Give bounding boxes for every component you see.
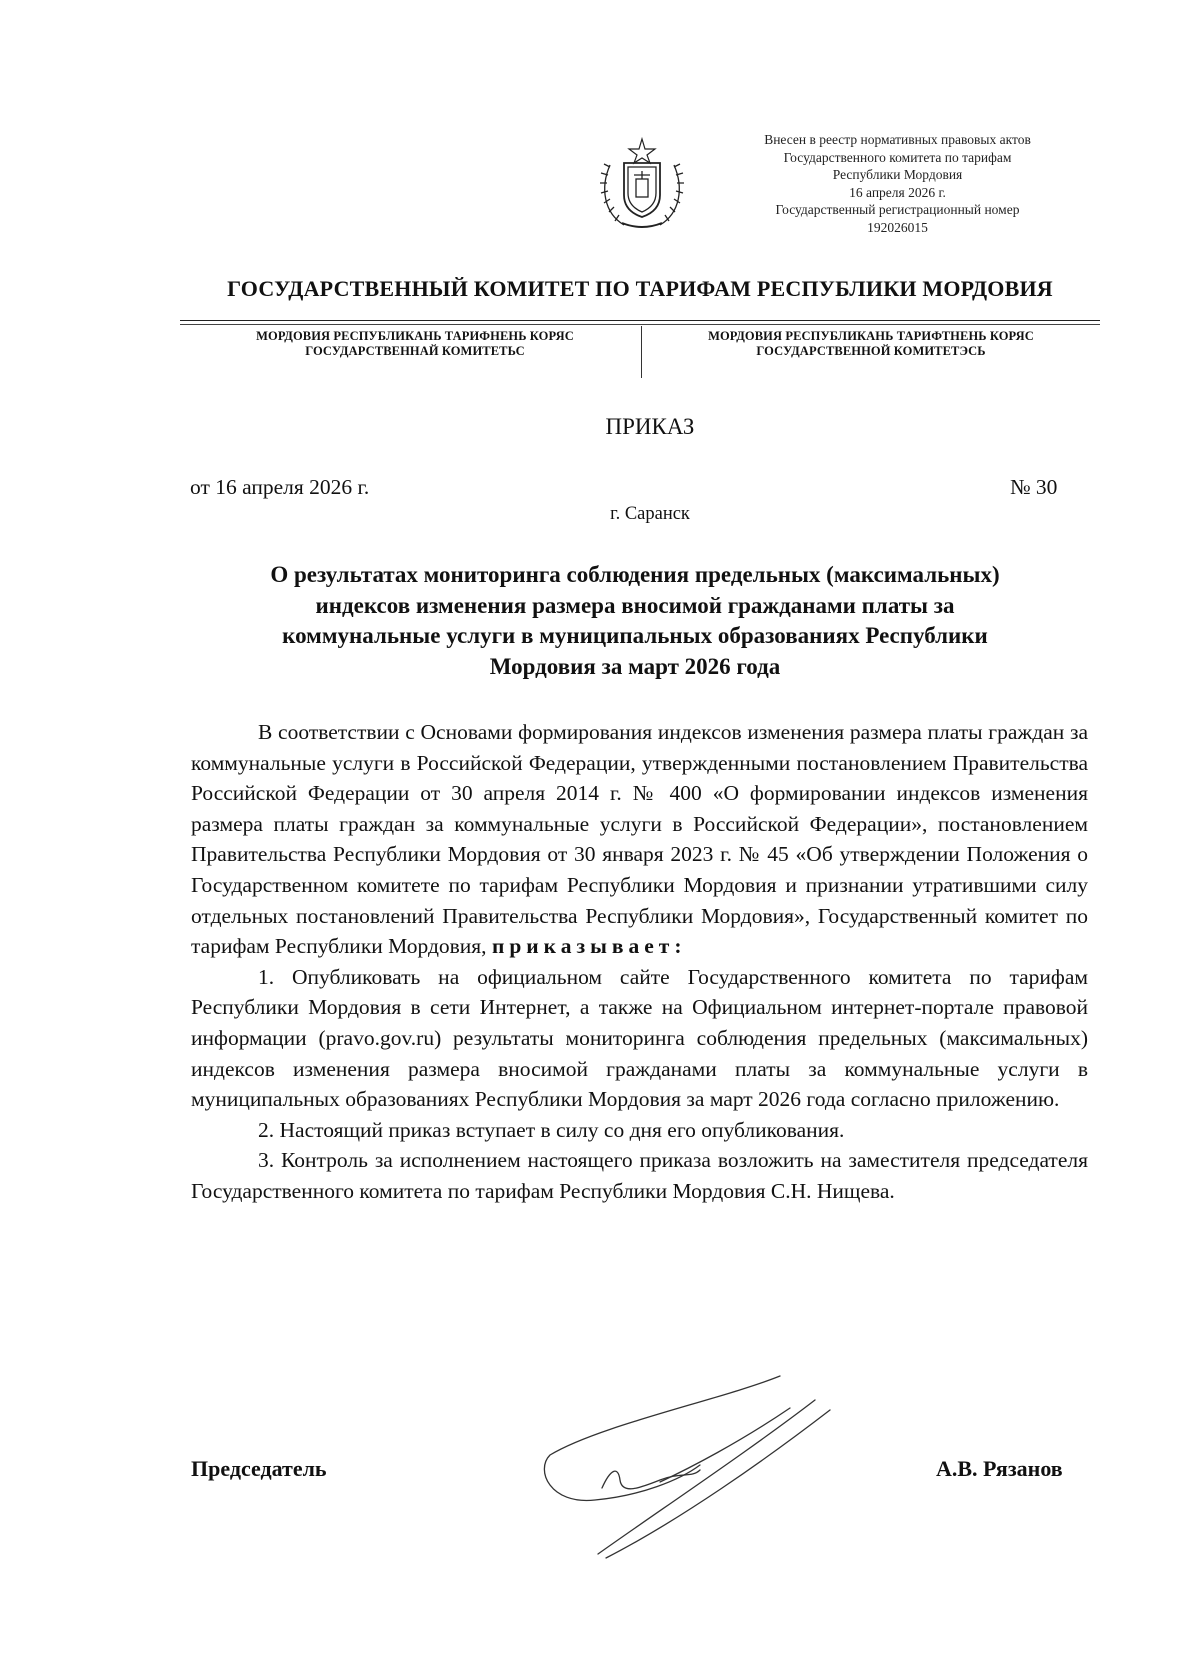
- subject-line: Мордовия за март 2026 года: [489, 653, 781, 679]
- signer-name: А.В. Рязанов: [936, 1456, 1063, 1481]
- registry-note: [720, 131, 1075, 236]
- order-item-3: 3. Контроль за исполнением настоящего приказа возложить на заместителя председателя Государственного комитета по тарифам Республики Мордовия С.Н. Нищева.: [191, 1148, 1088, 1203]
- document-subject: [190, 560, 1080, 682]
- org-title-moksha: [200, 329, 630, 359]
- registry-number: 192026015: [867, 219, 928, 235]
- org-title-erzya-line: ГОСУДАРСТВЕННОЙ КОМИТЕТЭСЬ: [756, 344, 986, 358]
- registry-date: 16 апреля 2026 г.: [849, 184, 946, 200]
- preamble-text: В соответствии с Основами формирования индексов изменения размера платы граждан за коммунальные услуги в Российской Федерации, утвержденными постановлением Правительства Российской Федерации от 30 апреля 2014 г. № 400 «О формировании индексов изменения размера платы граждан за коммунальные услуги в Российской Федерации», постановлением Правительства Республики Мордовия от 30 января 2023 г. № 45 «Об утверждении Положения о Государственном комитете по тарифам Республики Мордовия и признании утратившими силу отдельных постановлений Правительства Республики Мордовия», Государственный комитет по тарифам Республики Мордовия,: [191, 720, 1088, 959]
- document-city: г. Саранск: [610, 504, 690, 524]
- handwritten-signature: [540, 1370, 870, 1560]
- subject-line: индексов изменения размера вносимой гражданами платы за: [315, 592, 955, 618]
- org-title-moksha-line: МОРДОВИЯ РЕСПУБЛИКАНЬ ТАРИФНЕНЬ КОРЯС: [256, 329, 574, 343]
- header-column-divider: [641, 326, 642, 378]
- orders-word: приказывает:: [491, 934, 687, 959]
- registry-line: Государственного комитета по тарифам: [783, 149, 1012, 165]
- subject-line: О результатах мониторинга соблюдения предельных (максимальных): [270, 562, 1000, 587]
- order-item-1: 1. Опубликовать на официальном сайте Государственного комитета по тарифам Республики Мордовия в сети Интернет, а также на Официальном интернет-портале правовой информации (pravo.gov.ru) результаты мониторинга соблюдения предельных (максимальных) индексов изменения размера вносимой гражданами платы за коммунальные услуги в муниципальных образованиях Республики Мордовия за март 2026 года согласно приложению.: [191, 964, 1088, 1112]
- organization-title: ГОСУДАРСТВЕННЫЙ КОМИТЕТ ПО ТАРИФАМ РЕСПУБЛИКИ МОРДОВИЯ: [227, 276, 1053, 301]
- order-item-2: 2. Настоящий приказ вступает в силу со дня его опубликования.: [258, 1117, 845, 1142]
- document-type: ПРИКАЗ: [605, 414, 695, 439]
- header-divider-line: [180, 324, 1100, 325]
- registry-line: Республики Мордовия: [832, 167, 963, 182]
- document-number: № 30: [1010, 475, 1058, 499]
- document-body: [191, 717, 1088, 1207]
- registry-line: Внесен в реестр нормативных правовых актов: [764, 132, 1031, 147]
- org-title-erzya: [656, 329, 1086, 359]
- org-title-moksha-line: ГОСУДАРСТВЕННАЙ КОМИТЕТЬС: [305, 344, 525, 358]
- org-title-erzya-line: МОРДОВИЯ РЕСПУБЛИКАНЬ ТАРИФТНЕНЬ КОРЯС: [708, 329, 1034, 343]
- document-date: от 16 апреля 2026 г.: [190, 475, 370, 499]
- preamble-paragraph: [191, 717, 1088, 962]
- coat-of-arms-emblem: [594, 133, 690, 233]
- signer-role: Председатель: [191, 1456, 327, 1481]
- header-divider-line: [180, 320, 1100, 321]
- subject-line: коммунальные услуги в муниципальных образованиях Республики: [282, 623, 988, 648]
- registry-line: Государственный регистрационный номер: [775, 202, 1020, 217]
